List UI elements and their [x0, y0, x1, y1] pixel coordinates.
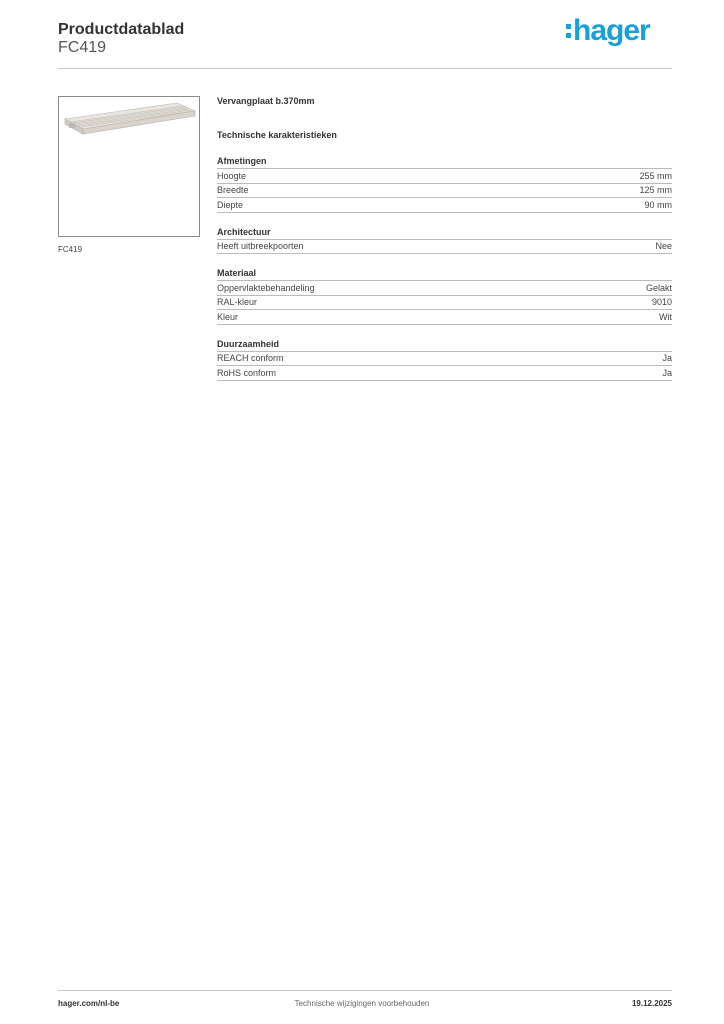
spec-label: Diepte [217, 199, 244, 210]
section-title: Materiaal [217, 268, 672, 281]
product-image [58, 96, 200, 237]
spec-label: RAL-kleur [217, 297, 258, 308]
specs-title: Technische karakteristieken [217, 130, 337, 140]
section-title: Afmetingen [217, 156, 672, 169]
spec-value: 90 mm [644, 199, 672, 210]
spec-value: Ja [662, 353, 672, 364]
spec-row [217, 366, 672, 381]
spec-row [217, 169, 672, 184]
product-name: Vervangplaat b.370mm [217, 96, 315, 106]
footer-date: 19.12.2025 [631, 999, 672, 1008]
spec-label: Breedte [217, 185, 249, 196]
product-code: FC419 [58, 39, 107, 56]
spec-value: Gelakt [645, 282, 672, 293]
hager-logo [566, 14, 650, 48]
spec-label: Oppervlaktebehandeling [217, 282, 315, 293]
spec-value: Ja [662, 367, 672, 378]
logo-text: hager [573, 14, 650, 47]
spec-row [217, 310, 672, 325]
spec-row [217, 296, 672, 311]
spec-value: 125 mm [639, 185, 672, 196]
spec-row [217, 184, 672, 199]
spec-label: REACH conform [217, 353, 284, 364]
spec-panel [217, 96, 672, 381]
footer-website[interactable]: hager.com/nl-be [58, 999, 120, 1008]
spec-value: 255 mm [639, 170, 672, 181]
section-title: Architectuur [217, 227, 672, 240]
footer-disclaimer: Technische wijzigingen voorbehouden [294, 999, 430, 1008]
spec-label: RoHS conform [217, 367, 277, 378]
spec-sections [217, 156, 672, 381]
logo-dots-icon [566, 22, 571, 40]
spec-row [217, 240, 672, 255]
spec-value: 9010 [651, 297, 672, 308]
spec-section [217, 156, 672, 213]
spec-row [217, 198, 672, 213]
spec-label: Heeft uitbreekpoorten [217, 241, 304, 252]
spec-section [217, 268, 672, 325]
spec-section [217, 339, 672, 381]
spec-section [217, 227, 672, 255]
image-caption: FC419 [58, 245, 83, 254]
footer-divider [58, 990, 672, 991]
spec-value: Wit [659, 311, 672, 322]
page-title: Productdatablad [58, 21, 185, 38]
spec-row [217, 281, 672, 296]
spec-label: Hoogte [217, 170, 247, 181]
section-title: Duurzaamheid [217, 339, 672, 352]
header-divider [58, 68, 672, 69]
product-plate-illustration [59, 97, 199, 236]
spec-value: Nee [655, 241, 672, 252]
spec-label: Kleur [217, 311, 239, 322]
spec-row [217, 352, 672, 367]
